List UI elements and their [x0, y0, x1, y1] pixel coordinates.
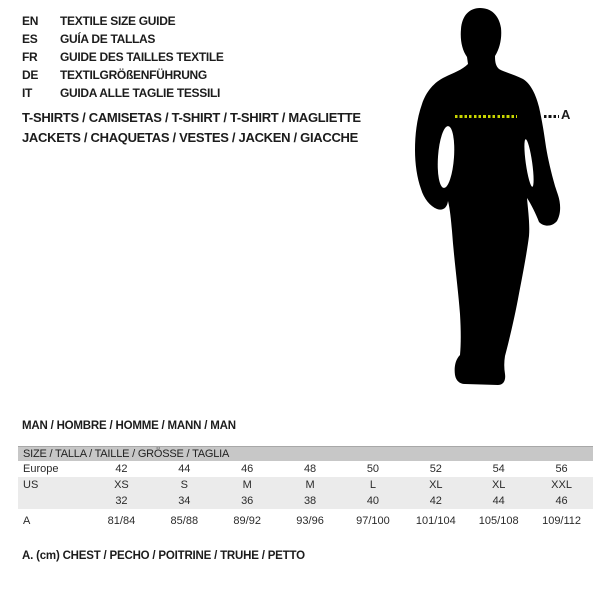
table-row-us-letter [18, 477, 593, 493]
garment-type-line-tshirts: T-SHIRTS / CAMISETAS / T-SHIRT / T-SHIRT / MAGLIETTE [22, 110, 361, 125]
man-silhouette [405, 0, 575, 400]
table-cell: 42 [115, 463, 128, 475]
table-cell: 36 [241, 495, 254, 507]
table-cell: 81/84 [107, 514, 136, 527]
table-cell: 101/104 [415, 514, 456, 527]
table-cell: 105/108 [478, 514, 519, 527]
table-cell: 46 [241, 463, 254, 475]
table-cell: XXL [551, 479, 572, 491]
table-cell: 48 [303, 463, 317, 475]
language-guide-list [22, 12, 382, 102]
table-cell: S [180, 479, 188, 491]
row-label: A [23, 514, 31, 527]
lang-label: GUÍA DE TALLAS [60, 32, 156, 46]
chest-measure-line [455, 115, 517, 118]
table-row-us-number [18, 493, 593, 509]
section-title-man: MAN / HOMBRE / HOMME / MANN / MAN [22, 420, 236, 432]
table-cell: L [369, 479, 376, 491]
garment-type-heading [22, 108, 422, 148]
measure-label-a: A [561, 107, 571, 122]
table-cell: 50 [366, 463, 380, 475]
table-cell: 44 [178, 463, 191, 475]
table-cell: 109/112 [542, 514, 582, 527]
table-cell: 89/92 [233, 514, 261, 527]
table-cell: 40 [366, 495, 380, 507]
table-cell: 34 [178, 495, 191, 507]
language-row [22, 48, 382, 66]
table-cell: 32 [115, 495, 128, 507]
lang-code: EN [22, 14, 39, 28]
table-cell: 97/100 [356, 514, 390, 527]
language-row [22, 30, 382, 48]
table-cell: M [305, 479, 315, 491]
table-cell: 52 [429, 463, 442, 475]
table-cell: 38 [303, 495, 317, 507]
size-table-header: SIZE / TALLA / TAILLE / GRÖSSE / TAGLIA [18, 446, 593, 461]
lang-code: FR [22, 50, 38, 64]
lang-label: GUIDE DES TAILLES TEXTILE [60, 50, 224, 64]
size-table [18, 446, 593, 529]
lang-label: TEXTILGRÖßENFÜHRUNG [60, 68, 207, 82]
table-cell: 56 [555, 463, 568, 475]
table-cell: XS [114, 479, 129, 491]
table-row-chest-a [18, 509, 593, 529]
row-label: US [23, 479, 39, 491]
measurement-figure [405, 0, 600, 400]
language-row [22, 84, 382, 102]
table-cell: 85/88 [170, 514, 199, 527]
lang-code: IT [22, 86, 33, 100]
table-cell: 54 [492, 463, 505, 475]
lang-label: GUIDA ALLE TAGLIE TESSILI [60, 86, 221, 100]
measure-leader-dashes [544, 115, 559, 118]
language-row [22, 12, 382, 30]
lang-code: DE [22, 68, 39, 82]
lang-code: ES [22, 32, 38, 46]
table-cell: 46 [555, 495, 568, 507]
table-cell: M [242, 479, 252, 491]
table-row-europe [18, 461, 593, 477]
table-cell: 42 [429, 495, 442, 507]
table-cell: XL [429, 479, 443, 491]
table-cell: 44 [492, 495, 505, 507]
language-row [22, 66, 382, 84]
lang-label: TEXTILE SIZE GUIDE [60, 14, 176, 28]
table-cell: 93/96 [296, 514, 324, 527]
row-label: Europe [23, 463, 59, 475]
garment-type-line-jackets: JACKETS / CHAQUETAS / VESTES / JACKEN / GIACCHE [22, 130, 358, 145]
table-cell: XL [491, 479, 506, 491]
footnote-chest-measure: A. (cm) CHEST / PECHO / POITRINE / TRUHE / PETTO [22, 550, 305, 562]
